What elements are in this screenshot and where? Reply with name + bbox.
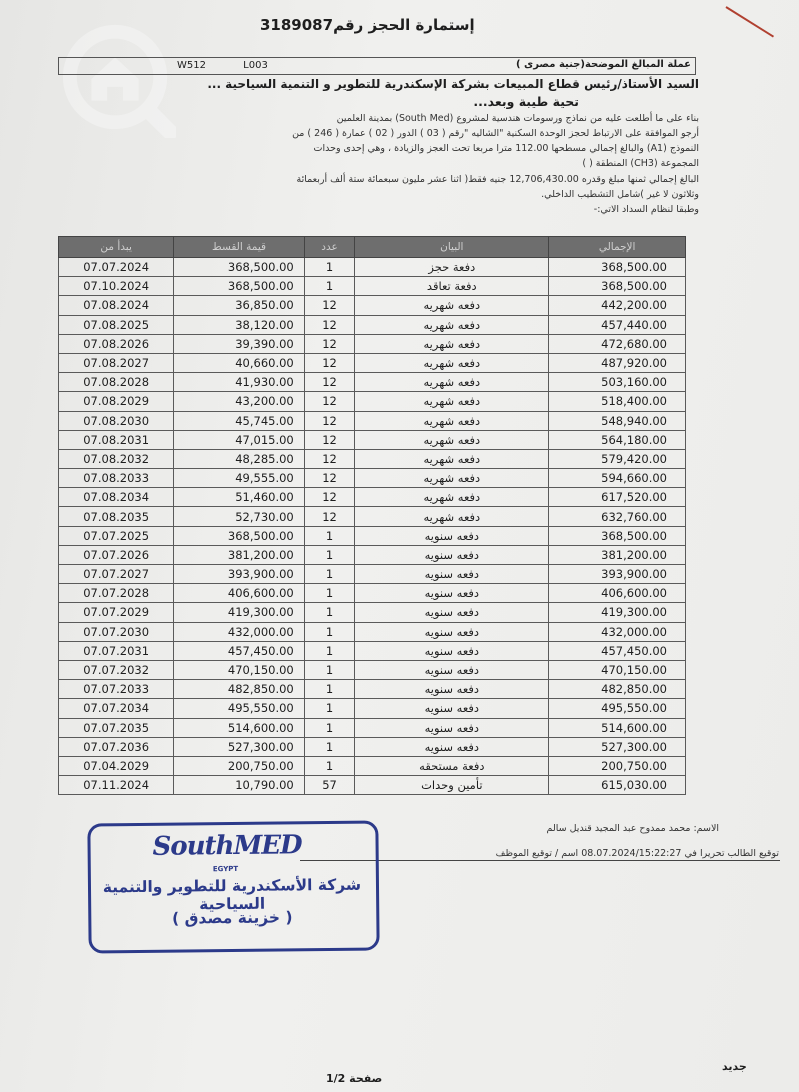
cell-desc: دفعه شهريه — [355, 449, 549, 468]
cell-count: 1 — [304, 641, 355, 660]
cell-desc: دفعه شهريه — [355, 334, 549, 353]
cell-count: 12 — [304, 488, 355, 507]
cell-total: 495,550.00 — [549, 699, 686, 718]
cell-count: 1 — [304, 258, 355, 277]
cell-desc: دفعه سنويه — [355, 680, 549, 699]
cell-from: 07.08.2033 — [59, 469, 174, 488]
cell-desc: دفعه شهريه — [355, 469, 549, 488]
cell-total: 527,300.00 — [549, 737, 686, 756]
cell-total: 432,000.00 — [549, 622, 686, 641]
cell-desc: دفعه شهريه — [355, 353, 549, 372]
cell-from: 07.07.2025 — [59, 526, 174, 545]
cell-count: 12 — [304, 353, 355, 372]
cell-from: 07.08.2031 — [59, 430, 174, 449]
cell-count: 1 — [304, 718, 355, 737]
cell-from: 07.07.2032 — [59, 660, 174, 679]
unit-codes — [177, 60, 302, 71]
cell-desc: دفعة تعاقد — [355, 277, 549, 296]
cell-desc: تأمين وحدات — [355, 776, 549, 795]
cell-total: 419,300.00 — [549, 603, 686, 622]
table-row — [59, 315, 686, 334]
table-row — [59, 718, 686, 737]
letter-body-7: وطبقا لنظام السداد الاتي:- — [593, 204, 699, 215]
cell-from: 07.08.2028 — [59, 373, 174, 392]
cell-from: 07.08.2034 — [59, 488, 174, 507]
cell-desc: دفعه سنويه — [355, 737, 549, 756]
cell-amount: 10,790.00 — [174, 776, 304, 795]
table-row — [59, 296, 686, 315]
stamp-treasury: ( خزينة مصدق ) — [172, 908, 293, 928]
cell-amount: 200,750.00 — [174, 756, 304, 775]
cell-from: 07.07.2036 — [59, 737, 174, 756]
cell-amount: 482,850.00 — [174, 680, 304, 699]
code-l: L003 — [243, 60, 268, 71]
table-row — [59, 373, 686, 392]
table-row — [59, 622, 686, 641]
cell-from: 07.10.2024 — [59, 277, 174, 296]
table-row — [59, 411, 686, 430]
cell-desc: دفعة حجز — [355, 258, 549, 277]
cell-desc: دفعه سنويه — [355, 699, 549, 718]
cell-from: 07.07.2024 — [59, 258, 174, 277]
cell-total: 368,500.00 — [549, 277, 686, 296]
cell-desc: دفعه سنويه — [355, 622, 549, 641]
cell-amount: 527,300.00 — [174, 737, 304, 756]
cell-count: 12 — [304, 507, 355, 526]
page-number: صفحة 1/2 — [326, 1072, 383, 1085]
stamp-brand: SouthMED — [152, 830, 302, 862]
table-row — [59, 776, 686, 795]
cell-from: 07.11.2024 — [59, 776, 174, 795]
cell-total: 442,200.00 — [549, 296, 686, 315]
table-row — [59, 699, 686, 718]
table-row — [59, 449, 686, 468]
currency-line: عملة المبالغ الموضحة(جنية مصرى ) — [515, 59, 691, 70]
col-header-amount: قيمة القسط — [174, 237, 304, 258]
cell-desc: دفعه شهريه — [355, 392, 549, 411]
cell-from: 07.07.2031 — [59, 641, 174, 660]
cell-amount: 45,745.00 — [174, 411, 304, 430]
cell-total: 579,420.00 — [549, 449, 686, 468]
cell-total: 514,600.00 — [549, 718, 686, 737]
cell-desc: دفعه سنويه — [355, 526, 549, 545]
cell-total: 457,440.00 — [549, 315, 686, 334]
cell-from: 07.07.2027 — [59, 565, 174, 584]
table-row — [59, 737, 686, 756]
col-header-desc: البيان — [355, 237, 549, 258]
table-row — [59, 565, 686, 584]
table-row — [59, 469, 686, 488]
cell-total: 200,750.00 — [549, 756, 686, 775]
cell-amount: 368,500.00 — [174, 258, 304, 277]
code-w: W512 — [177, 60, 206, 71]
cell-amount: 49,555.00 — [174, 469, 304, 488]
cell-amount: 406,600.00 — [174, 584, 304, 603]
customer-name-line: الاسم: محمد ممدوح عبد المجيد قنديل سالم — [546, 823, 719, 834]
table-row — [59, 756, 686, 775]
cell-desc: دفعه شهريه — [355, 411, 549, 430]
table-row — [59, 584, 686, 603]
cell-count: 12 — [304, 296, 355, 315]
cell-desc: دفعه سنويه — [355, 545, 549, 564]
table-row — [59, 507, 686, 526]
cell-count: 12 — [304, 315, 355, 334]
stamp-brand-sub: EGYPT — [212, 864, 239, 874]
letter-body-5: البالغ إجمالي ثمنها مبلغ وقدره 12,706,430.00 جنيه فقط( اثنا عشر مليون سبعمائة ستة ألف أربعمائة — [296, 174, 699, 185]
cell-count: 12 — [304, 411, 355, 430]
cell-desc: دفعه شهريه — [355, 430, 549, 449]
cell-from: 07.08.2035 — [59, 507, 174, 526]
cell-from: 07.07.2026 — [59, 545, 174, 564]
cell-total: 393,900.00 — [549, 565, 686, 584]
cell-amount: 495,550.00 — [174, 699, 304, 718]
cell-total: 457,450.00 — [549, 641, 686, 660]
cell-total: 368,500.00 — [549, 526, 686, 545]
cell-amount: 368,500.00 — [174, 526, 304, 545]
form-title: إستمارة الحجز رقم3189087 — [260, 16, 475, 34]
table-row — [59, 660, 686, 679]
cell-amount: 43,200.00 — [174, 392, 304, 411]
cell-total: 548,940.00 — [549, 411, 686, 430]
table-row — [59, 392, 686, 411]
cell-total: 518,400.00 — [549, 392, 686, 411]
letter-body-1: بناء على ما أطلعت عليه من نماذج ورسومات هندسية لمشروع (South Med) بمدينة العلمين — [336, 113, 699, 124]
table-row — [59, 680, 686, 699]
cell-count: 12 — [304, 430, 355, 449]
cell-total: 564,180.00 — [549, 430, 686, 449]
cell-desc: دفعه شهريه — [355, 315, 549, 334]
cell-amount: 470,150.00 — [174, 660, 304, 679]
cell-desc: دفعة مستحقه — [355, 756, 549, 775]
cell-from: 07.07.2035 — [59, 718, 174, 737]
cell-desc: دفعه سنويه — [355, 565, 549, 584]
cell-total: 487,920.00 — [549, 353, 686, 372]
cell-count: 12 — [304, 449, 355, 468]
cell-total: 472,680.00 — [549, 334, 686, 353]
cell-from: 07.04.2029 — [59, 756, 174, 775]
cell-from: 07.07.2029 — [59, 603, 174, 622]
col-header-from: يبدأ من — [59, 237, 174, 258]
cell-total: 368,500.00 — [549, 258, 686, 277]
new-label: جديد — [722, 1060, 747, 1073]
cell-amount: 36,850.00 — [174, 296, 304, 315]
cell-from: 07.08.2026 — [59, 334, 174, 353]
cell-desc: دفعه شهريه — [355, 296, 549, 315]
cell-count: 1 — [304, 565, 355, 584]
cell-amount: 368,500.00 — [174, 277, 304, 296]
pen-mark — [725, 6, 774, 37]
table-row — [59, 334, 686, 353]
letter-body-6: وثلاثون لا غير )شامل التشطيب الداخلي. — [541, 189, 699, 200]
cell-desc: دفعه شهريه — [355, 507, 549, 526]
cell-from: 07.08.2024 — [59, 296, 174, 315]
cell-amount: 52,730.00 — [174, 507, 304, 526]
table-row — [59, 488, 686, 507]
table-row — [59, 353, 686, 372]
letter-body-2: أرجو الموافقة على الارتباط لحجز الوحدة السكنية "الشاليه "رقم ( 03 ) الدور ( 02 ) عمارة ( 246 ) من — [292, 128, 699, 139]
cell-total: 632,760.00 — [549, 507, 686, 526]
cell-total: 482,850.00 — [549, 680, 686, 699]
cell-count: 12 — [304, 469, 355, 488]
cell-from: 07.07.2033 — [59, 680, 174, 699]
cell-amount: 39,390.00 — [174, 334, 304, 353]
cell-from: 07.08.2029 — [59, 392, 174, 411]
cell-desc: دفعه سنويه — [355, 718, 549, 737]
table-row — [59, 277, 686, 296]
table-header-row — [59, 237, 686, 258]
cell-desc: دفعه شهريه — [355, 488, 549, 507]
table-row — [59, 641, 686, 660]
cell-total: 470,150.00 — [549, 660, 686, 679]
cell-amount: 432,000.00 — [174, 622, 304, 641]
table-row — [59, 545, 686, 564]
cell-total: 617,520.00 — [549, 488, 686, 507]
table-row — [59, 526, 686, 545]
table-body — [59, 258, 686, 795]
cell-count: 1 — [304, 737, 355, 756]
home-search-icon — [58, 20, 176, 138]
letter-greeting: تحية طيبة وبعد... — [473, 94, 579, 109]
cell-amount: 419,300.00 — [174, 603, 304, 622]
table-row — [59, 603, 686, 622]
cell-count: 12 — [304, 334, 355, 353]
cell-desc: دفعه سنويه — [355, 603, 549, 622]
cell-desc: دفعه سنويه — [355, 641, 549, 660]
cell-count: 1 — [304, 277, 355, 296]
table-row — [59, 258, 686, 277]
cell-desc: دفعه سنويه — [355, 660, 549, 679]
cell-count: 12 — [304, 373, 355, 392]
cell-amount: 41,930.00 — [174, 373, 304, 392]
cell-count: 1 — [304, 603, 355, 622]
cell-from: 07.08.2032 — [59, 449, 174, 468]
cell-from: 07.08.2027 — [59, 353, 174, 372]
cell-amount: 40,660.00 — [174, 353, 304, 372]
cell-count: 1 — [304, 756, 355, 775]
cell-count: 1 — [304, 680, 355, 699]
letter-body-4: المجموعة (CH3) المنطقة ( ) — [582, 158, 699, 169]
letter-body-3: النموذج (A1) والبالغ إجمالي مسطحها 112.00 مترا مربعا تحت العجز والزيادة ، وهي إحدى وحدات — [313, 143, 699, 154]
cell-total: 503,160.00 — [549, 373, 686, 392]
stamp-company: شركة الأسكندرية للتطوير والتنمية السياحية — [102, 875, 362, 914]
cell-count: 1 — [304, 526, 355, 545]
cell-amount: 51,460.00 — [174, 488, 304, 507]
cell-amount: 457,450.00 — [174, 641, 304, 660]
cell-desc: دفعه سنويه — [355, 584, 549, 603]
header-bar — [58, 57, 696, 75]
cell-from: 07.08.2025 — [59, 315, 174, 334]
cell-total: 406,600.00 — [549, 584, 686, 603]
letter-addressee: السيد الأستاذ/رئيس قطاع المبيعات بشركة الإسكندرية للتطوير و التنمية السياحية ... — [207, 77, 699, 91]
cell-from: 07.08.2030 — [59, 411, 174, 430]
cell-total: 381,200.00 — [549, 545, 686, 564]
cell-desc: دفعه شهريه — [355, 373, 549, 392]
cell-count: 1 — [304, 584, 355, 603]
cell-amount: 514,600.00 — [174, 718, 304, 737]
cell-count: 1 — [304, 545, 355, 564]
col-header-total: الإجمالي — [549, 237, 686, 258]
cell-count: 12 — [304, 392, 355, 411]
cell-amount: 38,120.00 — [174, 315, 304, 334]
cell-amount: 393,900.00 — [174, 565, 304, 584]
table-row — [59, 430, 686, 449]
cell-amount: 381,200.00 — [174, 545, 304, 564]
cell-total: 615,030.00 — [549, 776, 686, 795]
cell-count: 57 — [304, 776, 355, 795]
cell-from: 07.07.2028 — [59, 584, 174, 603]
cell-amount: 48,285.00 — [174, 449, 304, 468]
cell-count: 1 — [304, 699, 355, 718]
signature-date-line: توقيع الطالب تحريرا في 08.07.2024/15:22:27 اسم / توقيع الموظف — [495, 848, 779, 859]
cell-total: 594,660.00 — [549, 469, 686, 488]
cell-amount: 47,015.00 — [174, 430, 304, 449]
cell-count: 1 — [304, 622, 355, 641]
col-header-count: عدد — [304, 237, 355, 258]
cell-count: 1 — [304, 660, 355, 679]
payment-schedule-table — [58, 236, 686, 795]
company-stamp — [87, 820, 379, 953]
cell-from: 07.07.2030 — [59, 622, 174, 641]
cell-from: 07.07.2034 — [59, 699, 174, 718]
